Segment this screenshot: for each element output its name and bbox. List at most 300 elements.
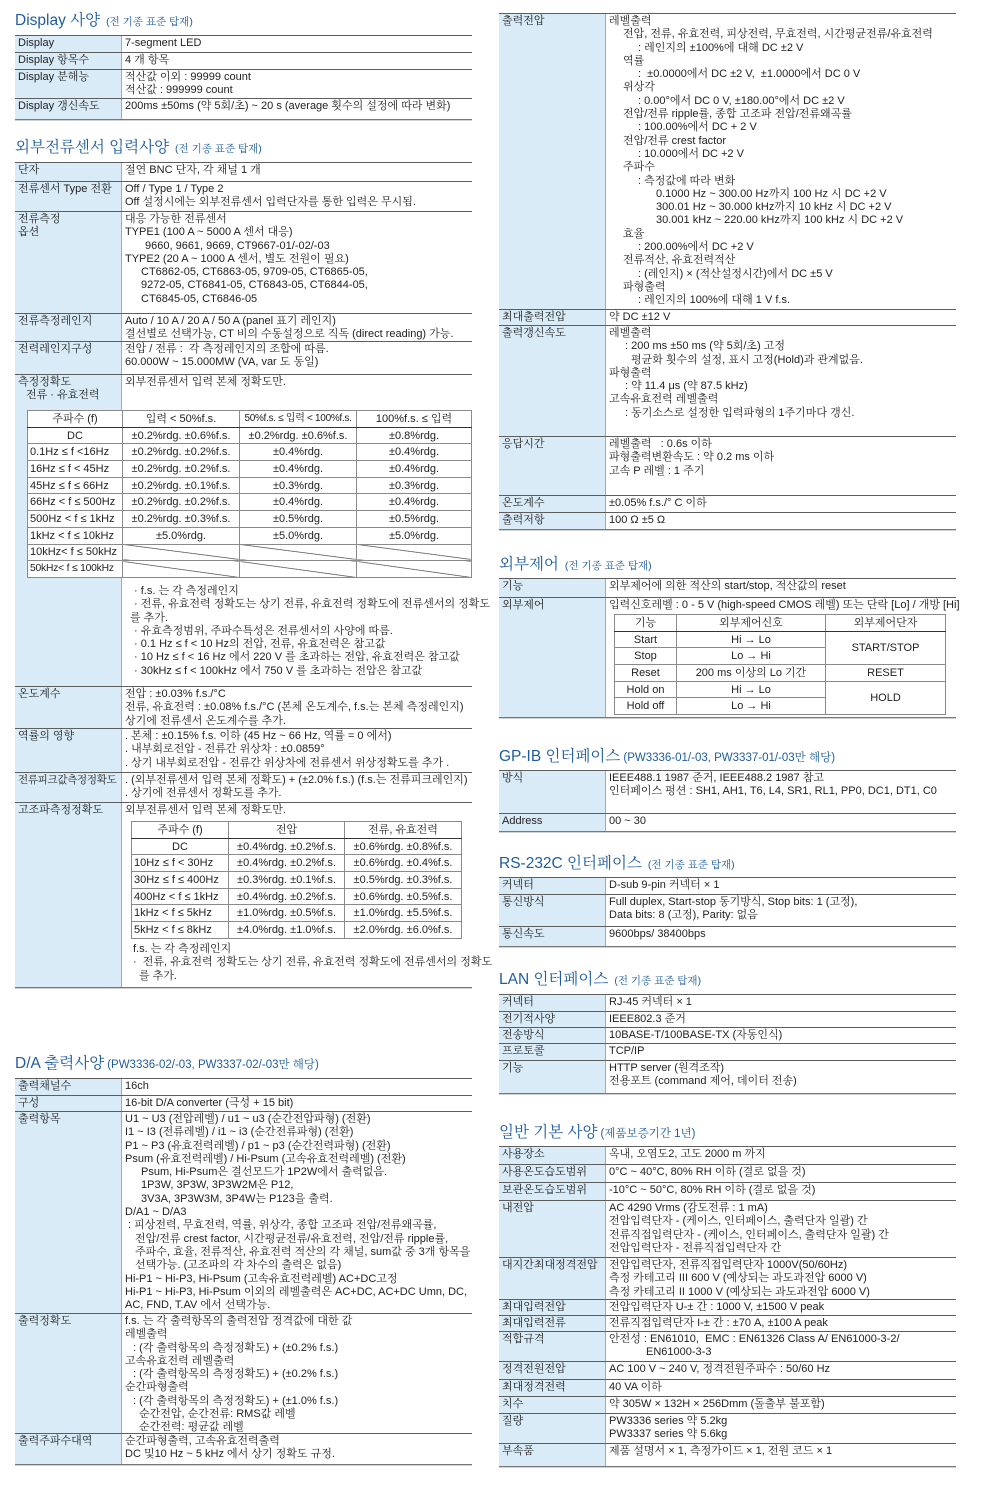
text-line: 9600bps/ 38400bps <box>609 928 706 940</box>
text-line: 전류직접입력단자 - (케이스, 인터페이스, 출력단자 일괄) 간 <box>609 1228 889 1241</box>
text-line: 출력채널수 <box>18 1080 72 1092</box>
row-value <box>122 1434 472 1464</box>
cell: 50kHz< f ≤ 100kHz <box>28 561 123 578</box>
text-line: 주파수 <box>623 161 655 174</box>
text-line: 통신방식 <box>502 896 545 908</box>
text-line: 파형출력 <box>609 366 652 379</box>
row-label <box>499 1201 606 1257</box>
text-line: IEEE488.1 1987 준거, IEEE488.2 1987 참고 <box>609 772 824 784</box>
text-line: 안전성 : EN61010, EMC : EN61326 Class A/ EN61000-3-2/ <box>609 1333 900 1345</box>
row-value <box>606 878 956 894</box>
section-subtitle: (전 기종 표준 탑재) <box>647 859 735 871</box>
text-line: : 200 ms ±50 ms (약 5회/초) 고정 <box>625 340 786 353</box>
row-max-rated-voltage-to-earth <box>499 1257 956 1299</box>
text-line: 100 Ω ±5 Ω <box>609 514 666 526</box>
row-max-input-current <box>499 1315 956 1331</box>
cell: ±0.6%rdg. ±0.4%f.s. <box>345 855 462 872</box>
text-line: 00 ~ 30 <box>609 815 647 827</box>
row-label <box>499 1258 606 1299</box>
section-heading: 외부제어 <box>499 556 559 573</box>
row-current-options <box>15 211 472 313</box>
cell: Hi → Lo <box>677 631 826 648</box>
da-output-table <box>15 1078 472 1465</box>
text-line: 외부전류센서 입력 본체 정확도만. <box>125 376 286 388</box>
text-line: 주파수, 효율, 전류적산, 유효전력 적산의 각 채널, sum값 중 3개 항목을 <box>135 1245 471 1258</box>
text-line: 9660, 9661, 9669, CT9667-01/-02/-03 <box>145 239 330 252</box>
row-value <box>122 212 472 313</box>
text-line: 전류적산, 유효전력적산 <box>623 254 736 267</box>
row-electrical-spec <box>499 1011 956 1027</box>
table-row <box>132 855 462 872</box>
cell: 1kHz < f ≤ 10kHz <box>28 527 123 544</box>
cell: 200 ms 이상의 Lo 기간 <box>677 665 826 682</box>
cell: ±0.6%rdg. ±0.5%f.s. <box>345 888 462 905</box>
col-header: 기능 <box>615 615 677 632</box>
text-line: Psum (유효전력레벨) / Hi-Psum (고속유효전력레벨) (전환) <box>125 1152 406 1165</box>
text-line: · 0.1 Hz ≤ f < 10 Hz의 전압, 전류, 유효전력은 참고값 <box>134 638 386 651</box>
text-line: · 10 Hz ≤ f < 16 Hz 에서 220 V 를 초과하는 전압, 유효전력은 참고값 <box>134 651 460 664</box>
row-peak-accuracy <box>15 772 472 802</box>
table-row <box>132 838 462 855</box>
text-line: 고속유효전력 레벨출력 <box>125 1354 235 1367</box>
cell: 16Hz ≤ f < 45Hz <box>28 461 123 478</box>
text-line: 측정 카테고리 III 600 V (예상되는 과도과전압 6000 V) <box>609 1272 867 1285</box>
section-heading: 외부전류센서 입력사양 <box>15 139 170 156</box>
row-value <box>606 326 956 436</box>
row-label <box>499 579 606 597</box>
row-value <box>606 814 956 831</box>
row-output-channels <box>15 1079 472 1095</box>
row-output-frequency-band <box>15 1433 472 1464</box>
col-header: 외부제어단자 <box>826 615 946 632</box>
table-row <box>615 665 946 682</box>
text-line: HTTP server (원격조작) <box>609 1062 725 1074</box>
row-value <box>122 163 472 181</box>
text-line: 적합규격 <box>502 1333 545 1345</box>
text-line: : ±0.0000에서 DC ±2 V, ±1.0000에서 DC 0 V <box>638 68 861 81</box>
row-accessories <box>499 1443 956 1466</box>
text-line: 파형출력 <box>623 280 666 293</box>
row-value <box>122 1112 473 1313</box>
cell: ±0.3%rdg. <box>357 477 472 494</box>
row-label <box>499 513 606 529</box>
row-label <box>499 1380 606 1396</box>
section-heading: GP-IB 인터페이스 <box>499 748 621 765</box>
text-line: : 레인지의 ±100%에 대해 DC ±2 V <box>638 41 804 54</box>
row-dimensions <box>499 1396 956 1413</box>
text-line: 전류측정레인지 <box>18 315 93 327</box>
text-line: 16ch <box>125 1080 149 1092</box>
ext-sensor-table <box>15 162 493 988</box>
row-output-resistance <box>499 512 956 529</box>
text-line: 최대출력전압 <box>502 311 566 323</box>
cell: ±0.3%rdg. ±0.1%f.s. <box>229 872 345 889</box>
cell: ±1.0%rdg. ±0.5%f.s. <box>229 905 345 922</box>
text-line: : (각 출력항목의 측정정확도) + (±0.2% f.s.) <box>133 1341 339 1354</box>
text-line: RJ-45 커넥터 × 1 <box>609 996 692 1008</box>
text-line: 전압입력단자 - 전류직접입력단자 간 <box>609 1241 782 1254</box>
section-title-lan <box>499 971 701 990</box>
text-line: : 레인지의 100%에 대해 1 V f.s. <box>638 294 791 307</box>
text-line: 절연 BNC 단자, 각 채널 1 개 <box>125 164 261 176</box>
cell: ±5.0%rdg. <box>357 527 472 544</box>
text-line: . (외부전류센서 입력 본체 정확도) + (±2.0% f.s.) (f.s.는 전류피크레인지) <box>125 774 468 786</box>
text-line: DC 및10 Hz ~ 5 kHz 에서 상기 정확도 규정. <box>125 1448 335 1461</box>
col-header: 입력 < 50%f.s. <box>123 411 240 428</box>
text-line: 통신속도 <box>502 928 545 940</box>
section-subtitle: (전 기종 표준 탑재) <box>175 143 262 155</box>
cell: ±0.2%rdg. ±0.2%f.s. <box>123 444 240 461</box>
row-usage-location <box>499 1147 956 1164</box>
text-line: 전압/전류 ripple률, 종합 고조파 전압/전류왜곡률 <box>623 108 852 121</box>
table-row <box>28 477 472 494</box>
text-line: 전류 · 유효전력 <box>26 389 100 402</box>
da-output-table-continued <box>499 13 956 530</box>
row-value <box>606 14 956 309</box>
row-value <box>122 1079 472 1095</box>
text-line: 외부제어에 의한 적산의 start/stop, 적산값의 reset <box>609 580 846 592</box>
cell: 0.1Hz ≤ f <16Hz <box>28 444 123 461</box>
text-line: 인터페이스 펑션 : SH1, AH1, T6, L4, SR1, RL1, PP0, DC1, DT1, C0 <box>609 785 937 798</box>
text-line: PW3337 series 약 5.6kg <box>609 1428 728 1441</box>
cell: 5kHz < f ≤ 8kHz <box>132 922 229 939</box>
row-label <box>499 927 606 946</box>
row-output-update-rate <box>499 325 956 436</box>
text-line: 적산값 : 999999 count <box>125 84 233 97</box>
text-line: 대지간최대정격전압 <box>502 1259 598 1271</box>
text-line: · 30kHz ≤ f < 100kHz 에서 750 V 를 초과하는 전압은 참고값 <box>134 664 423 677</box>
row-display <box>15 36 472 52</box>
text-line: 4 개 항목 <box>125 54 170 66</box>
row-label <box>15 53 122 69</box>
row-label <box>15 342 122 374</box>
row-temperature-coefficient <box>15 686 472 728</box>
section-subtitle: (제품보증기간 1년) <box>600 1128 696 1140</box>
cell: ±0.5%rdg. <box>357 511 472 528</box>
section-heading: RS-232C 인터페이스 <box>499 855 642 872</box>
row-value <box>122 1314 472 1433</box>
gpib-table <box>499 770 956 832</box>
text-line: 외부제어 <box>502 599 545 611</box>
table-row <box>132 922 462 939</box>
text-line: 평균화 횟수의 설정, 표시 고정(Hold)과 관계없음. <box>631 353 863 366</box>
text-line: : 10.000에서 DC +2 V <box>638 147 744 160</box>
row-connector <box>499 878 956 894</box>
text-line: 커넥터 <box>502 996 534 1008</box>
cell: Hold on <box>615 681 677 698</box>
text-line: D-sub 9-pin 커넥터 × 1 <box>609 879 720 891</box>
cell: ±5.0%rdg. <box>240 527 357 544</box>
row-value <box>606 927 956 946</box>
text-line: 측정 카테고리 II 1000 V (예상되는 과도과전압 6000 V) <box>609 1285 870 1298</box>
row-label <box>499 598 606 717</box>
text-line: 최대정격전력 <box>502 1381 566 1393</box>
cell: ±1.0%rdg. ±5.5%f.s. <box>345 905 462 922</box>
row-label <box>15 163 122 181</box>
text-line: ±0.05% f.s./° C 이하 <box>609 497 707 509</box>
row-method <box>499 771 956 813</box>
text-line: Display 분해능 <box>18 71 90 83</box>
table-row <box>28 544 472 561</box>
cell: ±0.4%rdg. <box>357 461 472 478</box>
row-value <box>606 1362 956 1379</box>
row-sensor-type <box>15 181 472 211</box>
row-label <box>499 1316 606 1331</box>
cell: ±0.2%rdg. ±0.2%f.s. <box>123 461 240 478</box>
cell: 45Hz ≤ f ≤ 66Hz <box>28 477 123 494</box>
row-value <box>606 1028 956 1043</box>
text-line: 선택가능. (고조파의 각 차수의 출력은 없음) <box>135 1259 342 1272</box>
text-line: 약 DC ±12 V <box>609 311 671 323</box>
section-subtitle: (전 기종 표준 탑재) <box>106 16 193 28</box>
section-title-display <box>15 12 193 31</box>
text-line: 고속 P 레벨 : 1 주기 <box>609 464 705 477</box>
row-value <box>122 182 472 211</box>
table-row <box>28 461 472 478</box>
text-line: 최대입력전류 <box>502 1317 566 1329</box>
text-line: 부속품 <box>502 1445 534 1457</box>
text-line: : 측정값에 따라 변화 <box>638 174 736 187</box>
col-header: 전류, 유효전력 <box>345 822 462 839</box>
text-line: 전압입력단자 - (케이스, 인터페이스, 출력단자 일괄) 간 <box>609 1215 868 1228</box>
cell: 66Hz < f ≤ 500Hz <box>28 494 123 511</box>
row-label <box>15 99 122 119</box>
text-line: Off / Type 1 / Type 2 <box>125 183 224 195</box>
cell: Hi → Lo <box>677 681 826 698</box>
text-line: 응답시간 <box>502 438 545 450</box>
table-row <box>28 427 472 444</box>
row-response-time <box>499 436 956 495</box>
table-row <box>28 494 472 511</box>
row-address <box>499 813 956 831</box>
text-line: 레벨출력 <box>125 1328 168 1341</box>
text-line: 효율 <box>623 227 645 240</box>
text-line: : 0.00°에서 DC 0 V, ±180.00°에서 DC ±2 V <box>638 94 845 107</box>
row-label <box>499 1061 606 1093</box>
row-value <box>606 1183 956 1200</box>
text-line: -10°C ~ 50°C, 80% RH 이하 (결로 없을 것) <box>609 1184 816 1196</box>
row-value <box>606 1012 956 1027</box>
cell: Hold off <box>615 698 677 715</box>
row-terminal <box>15 163 472 181</box>
row-max-rated-power <box>499 1379 956 1396</box>
text-line: 7-segment LED <box>125 37 202 49</box>
text-line: : (각 출력항목의 측정정확도) + (±1.0% f.s.) <box>133 1394 339 1407</box>
text-line: . 본체 : ±0.15% f.s. 이하 (45 Hz ~ 66 Hz, 역률 = 0 에서) <box>125 730 392 742</box>
accuracy-notes <box>122 585 490 678</box>
row-value <box>606 579 956 597</box>
text-line: 옵션 <box>18 226 40 239</box>
row-value <box>122 342 472 374</box>
display-spec-table <box>15 35 472 120</box>
text-line: 60.000W ~ 15.000MW (VA, var 도 동일) <box>125 356 319 369</box>
cell: ±4.0%rdg. ±1.0%f.s. <box>229 922 345 939</box>
text-line: D/A1 ~ D/A3 <box>125 1206 187 1219</box>
text-line: . 상기에 전류센서 정확도를 추가. <box>125 787 282 800</box>
text-line: 출력항목 <box>18 1113 61 1125</box>
cell: ±0.3%rdg. <box>240 477 357 494</box>
cell: ±0.2%rdg. ±0.6%f.s. <box>240 427 357 444</box>
text-line: 순간전력: 평균값 레벨 <box>139 1421 244 1434</box>
text-line: 고조파측정정확도 <box>18 804 104 816</box>
text-line: 출력주파수대역 <box>18 1435 93 1447</box>
row-function <box>499 579 956 597</box>
cell: ±0.2%rdg. ±0.6%f.s. <box>123 427 240 444</box>
row-communication-method <box>499 894 956 926</box>
row-value <box>606 771 956 813</box>
row-label <box>499 326 606 436</box>
text-line: 순간전압, 순간전류: RMS값 레벨 <box>139 1408 296 1421</box>
row-value <box>122 99 472 119</box>
row-rated-supply-voltage <box>499 1361 956 1379</box>
row-value <box>606 1147 956 1164</box>
row-value <box>606 1414 956 1443</box>
row-label <box>499 895 606 926</box>
text-line: 전압 : ±0.03% f.s./°C <box>125 688 226 700</box>
text-line: : 피상전력, 무효전력, 역률, 위상각, 종합 고조파 전압/전류왜곡률, <box>128 1219 437 1232</box>
cell: Lo → Hi <box>677 648 826 665</box>
text-line: 전류피크값측정정확도 <box>18 774 117 786</box>
cell: ±0.4%rdg. <box>240 444 357 461</box>
text-line: 순간파형출력, 고속유효전력출력 <box>125 1435 280 1447</box>
text-line: · 전류, 유효전력 정확도는 상기 전류, 유효전력 정확도에 전류센서의 정확도 <box>134 598 491 611</box>
row-value <box>122 70 472 98</box>
row-label <box>499 437 606 495</box>
cell: 30Hz ≤ f ≤ 400Hz <box>132 872 229 889</box>
row-label <box>15 1434 122 1464</box>
table-row <box>28 561 472 578</box>
row-label <box>499 814 606 831</box>
text-line: 구성 <box>18 1097 40 1109</box>
row-label <box>15 36 122 52</box>
general-spec-table <box>499 1146 956 1467</box>
text-line: EN61000-3-3 <box>646 1346 712 1359</box>
row-label <box>499 1362 606 1379</box>
row-power-range <box>15 341 472 374</box>
empty-cell <box>240 544 357 561</box>
table-row <box>132 905 462 922</box>
cell: ±0.8%rdg. <box>357 427 472 444</box>
text-line: 외부전류센서 입력 본체 정확도만. <box>125 804 286 816</box>
row-value <box>122 53 472 69</box>
section-subtitle: (전 기종 표준 탑재) <box>614 975 702 987</box>
text-line: · 유효측정범위, 주파수특성은 전류센서의 사양에 따름. <box>134 624 393 637</box>
row-max-input-voltage <box>499 1299 956 1315</box>
row-value <box>122 773 472 802</box>
row-output-accuracy <box>15 1313 472 1433</box>
text-line: 치수 <box>502 1398 524 1410</box>
section-title-da-output <box>15 1055 319 1074</box>
text-line: 전력레인지구성 <box>18 343 93 355</box>
section-title-ext-control <box>499 556 652 575</box>
text-line: 온도계수 <box>18 688 61 700</box>
row-display-refresh-rate <box>15 98 472 119</box>
row-value <box>606 1258 956 1299</box>
text-line: 기능 <box>502 580 524 592</box>
row-label <box>499 1397 606 1413</box>
text-line: 레벨출력 <box>609 327 652 339</box>
text-line: Psum, Hi-Psum은 결선모드가 1P2W에서 출력없음. <box>141 1166 388 1179</box>
table-row <box>615 631 946 648</box>
row-label <box>499 1444 606 1466</box>
cell: RESET <box>826 665 946 682</box>
row-label <box>499 1044 606 1060</box>
row-label <box>15 182 122 211</box>
row-label <box>499 1414 606 1443</box>
col-header: 주파수 (f) <box>28 411 123 428</box>
text-line: 프로토콜 <box>502 1045 545 1057</box>
text-line: Auto / 10 A / 20 A / 50 A (panel 표기 레인지) <box>125 315 336 327</box>
section-subtitle: (PW3336-02/-03, PW3337-02/-03만 해당) <box>107 1059 319 1071</box>
row-label <box>499 1183 606 1200</box>
row-function <box>499 1060 956 1093</box>
text-line: 전압, 전류, 유효전력, 피상전력, 무효전력, 시간평균전류/유효전력 <box>623 28 933 41</box>
cell: ±0.4%rdg. ±0.2%f.s. <box>229 888 345 905</box>
section-heading: LAN 인터페이스 <box>499 971 609 988</box>
text-line: 방식 <box>502 772 524 784</box>
cell: ±5.0%rdg. <box>123 527 240 544</box>
row-label <box>15 1112 122 1313</box>
section-title-rs232c <box>499 855 735 874</box>
row-value <box>606 995 956 1011</box>
text-line: Hi-P1 ~ Hi-P3, Hi-Psum 이외의 레벨출력은 AC+DC, AC+DC Umn, DC, <box>125 1285 468 1298</box>
rs232c-table <box>499 877 956 947</box>
row-label <box>15 212 122 313</box>
row-current-range <box>15 313 472 341</box>
row-label <box>499 1165 606 1182</box>
row-label <box>499 771 606 813</box>
text-line: 1P3W, 3P3W, 3P3W2M은 P12, <box>141 1179 294 1192</box>
text-line: 사용온도습도범위 <box>502 1166 588 1178</box>
text-line: 전류센서 Type 전환 <box>18 183 112 195</box>
section-title-gpib <box>499 748 835 767</box>
text-line: 내전압 <box>502 1202 534 1214</box>
text-line: AC, FND, T.AV 에서 선택가능. <box>125 1299 271 1312</box>
text-line: 보관온도습도범위 <box>502 1184 588 1196</box>
row-power-factor-effect <box>15 728 472 772</box>
text-line: : (레인지) × (적산설정시간)에서 DC ±5 V <box>638 267 833 280</box>
row-label <box>15 729 122 772</box>
text-line: 300.01 Hz ~ 30.000 kHz까지 10 kHz 시 DC +2 V <box>656 201 892 214</box>
row-value <box>606 1380 956 1396</box>
accuracy-table <box>27 410 472 578</box>
text-line: CT6862-05, CT6863-05, 9709-05, CT6865-05, <box>141 266 368 279</box>
row-storage-temp-humidity <box>499 1182 956 1200</box>
row-label <box>15 70 122 98</box>
row-measurement-accuracy <box>15 374 491 686</box>
col-header: 외부제어신호 <box>677 615 826 632</box>
table-row <box>615 681 946 698</box>
row-label <box>15 803 122 987</box>
row-label <box>499 1028 606 1043</box>
row-value <box>606 1397 956 1413</box>
row-value <box>606 1061 956 1093</box>
text-line: 10BASE-T/100BASE-TX (자동인식) <box>609 1029 783 1041</box>
text-line: 상기에 전류센서 온도계수를 추가. <box>125 714 286 727</box>
cell: DC <box>132 838 229 855</box>
text-line: Hi-P1 ~ Hi-P3, Hi-Psum (고속유효전력레벨) AC+DC고정 <box>125 1272 398 1285</box>
col-header: 100%f.s. ≤ 입력 <box>357 411 472 428</box>
text-line: 입력신호레벨 : 0 - 5 V (high-speed CMOS 레벨) 또는 단락 [Lo] / 개방 [Hi] <box>609 599 960 611</box>
text-line: : 약 11.4 μs (약 87.5 kHz) <box>625 380 748 393</box>
cell: Lo → Hi <box>677 698 826 715</box>
row-value <box>606 1165 956 1182</box>
empty-cell <box>357 544 472 561</box>
row-label <box>15 314 122 341</box>
text-line: Display 갱신속도 <box>18 100 100 112</box>
section-title-general <box>499 1124 695 1143</box>
text-line: U1 ~ U3 (전압레벨) / u1 ~ u3 (순간전압파형) (전환) <box>125 1113 371 1125</box>
